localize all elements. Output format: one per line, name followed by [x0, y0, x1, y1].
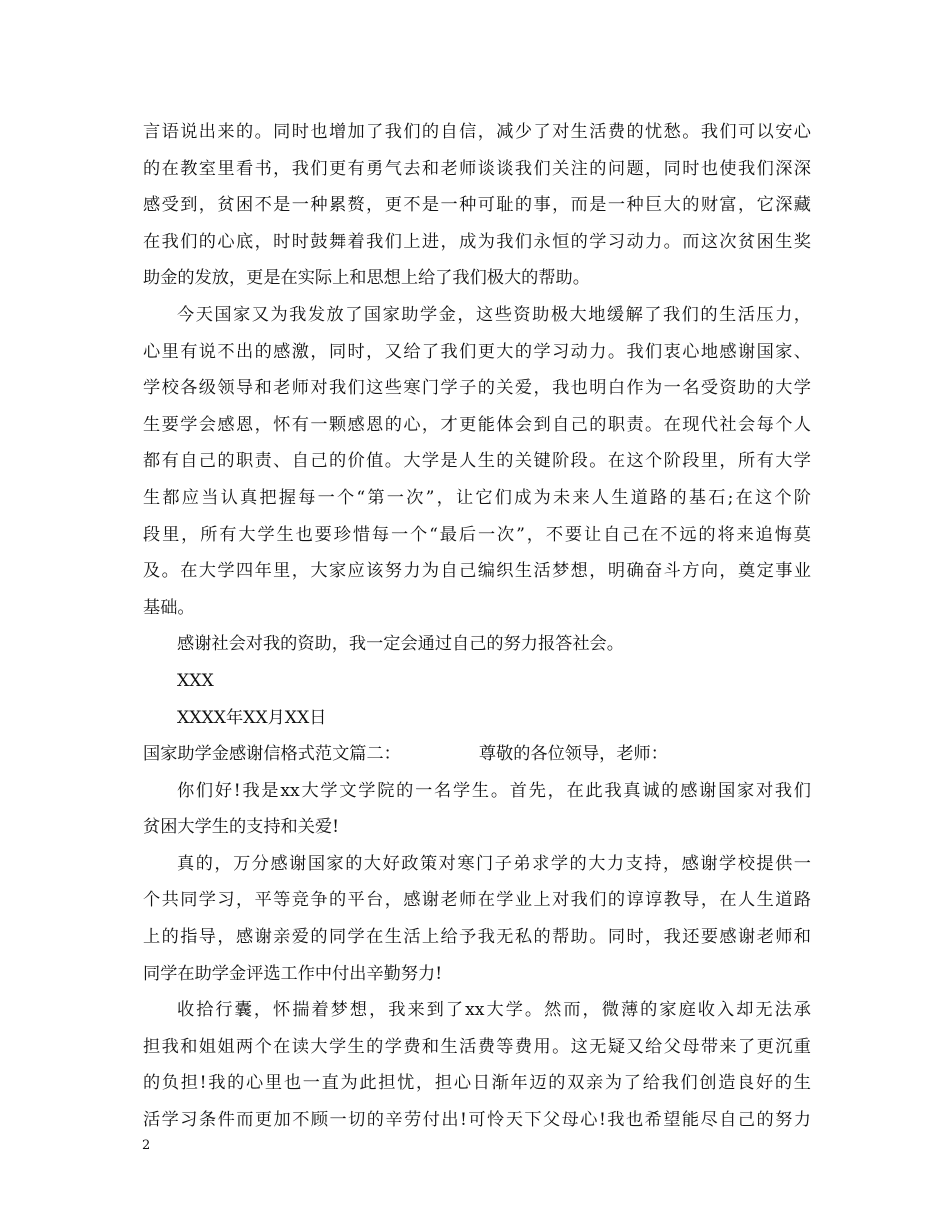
signature-name: XXX	[177, 670, 214, 691]
text-line: 同学在助学金评选工作中付出辛勤努力!	[143, 963, 443, 984]
text-line: 真的，万分感谢国家的大好政策对寒门子弟求学的大力支持，感谢学校提供一	[177, 853, 811, 874]
text-line: 及。在大学四年里，大家应该努力为自己编织生活梦想，明确奋斗方向，奠定事业	[143, 561, 811, 582]
text-line: 都有自己的职责、自己的价值。大学是人生的关键阶段。在这个阶段里，所有大学	[143, 451, 811, 472]
text-line: 感谢社会对我的资助，我一定会通过自己的努力报答社会。	[177, 634, 624, 655]
text-line: 助金的发放，更是在实际上和思想上给了我们极大的帮助。	[143, 268, 590, 289]
text-line: 感受到，贫困不是一种累赘，更不是一种可耻的事，而是一种巨大的财富，它深藏	[143, 195, 811, 216]
heading-salutation: 尊敬的各位领导，老师：	[478, 744, 668, 765]
text-line: 生要学会感恩，怀有一颗感恩的心，才更能体会到自己的职责。在现代社会每个人	[143, 414, 811, 435]
text-line: 活学习条件而更加不顾一切的辛劳付出!可怜天下父母心!我也希望能尽自己的努力	[143, 1110, 811, 1131]
heading-spacer	[401, 736, 479, 773]
text-line: 的负担!我的心里也一直为此担忧，担心日渐年迈的双亲为了给我们创造良好的生	[143, 1073, 811, 1094]
text-line: 心里有说不出的感激，同时，又给了我们更大的学习动力。我们衷心地感谢国家、	[143, 341, 811, 362]
text-line: 担我和姐姐两个在读大学生的学费和生活费等费用。这无疑又给父母带来了更沉重	[143, 1036, 811, 1057]
signature-date: XXXX年XX月XX日	[177, 707, 327, 728]
text-line: 你们好!我是xx大学文学院的一名学生。首先，在此我真诚的感谢国家对我们	[177, 780, 811, 801]
text-line: 今天国家又为我发放了国家助学金，这些资助极大地缓解了我们的生活压力，	[177, 304, 811, 325]
heading-title: 国家助学金感谢信格式范文篇二：	[143, 744, 401, 765]
text-line: 个共同学习，平等竞争的平台，感谢老师在学业上对我们的谆谆教导，在人生道路	[143, 890, 811, 911]
text-line: 段里，所有大学生也要珍惜每一个“最后一次”，不要让自己在不远的将来追悔莫	[143, 524, 811, 545]
section-heading	[143, 736, 811, 773]
text-line: 学校各级领导和老师对我们这些寒门学子的关爱，我也明白作为一名受资助的大学	[143, 378, 811, 399]
text-line: 言语说出来的。同时也增加了我们的自信，减少了对生活费的忧愁。我们可以安心	[143, 122, 811, 142]
text-line: 基础。	[143, 597, 195, 618]
page-number: 2	[142, 1138, 151, 1153]
text-line: 贫困大学生的支持和关爱!	[143, 817, 339, 838]
text-line: 上的指导，感谢亲爱的同学在生活上给予我无私的帮助。同时，我还要感谢老师和	[143, 927, 811, 948]
letter-body	[143, 114, 811, 1139]
text-line: 在我们的心底，时时鼓舞着我们上进，成为我们永恒的学习动力。而这次贫困生奖	[143, 231, 811, 252]
text-line: 的在教室里看书，我们更有勇气去和老师谈谈我们关注的问题，同时也使我们深深	[143, 158, 811, 179]
text-line: 生都应当认真把握每一个“第一次”，让它们成为未来人生道路的基石;在这个阶	[143, 487, 811, 508]
text-line: 收拾行囊，怀揣着梦想，我来到了xx大学。然而，微薄的家庭收入却无法承	[177, 1000, 811, 1021]
